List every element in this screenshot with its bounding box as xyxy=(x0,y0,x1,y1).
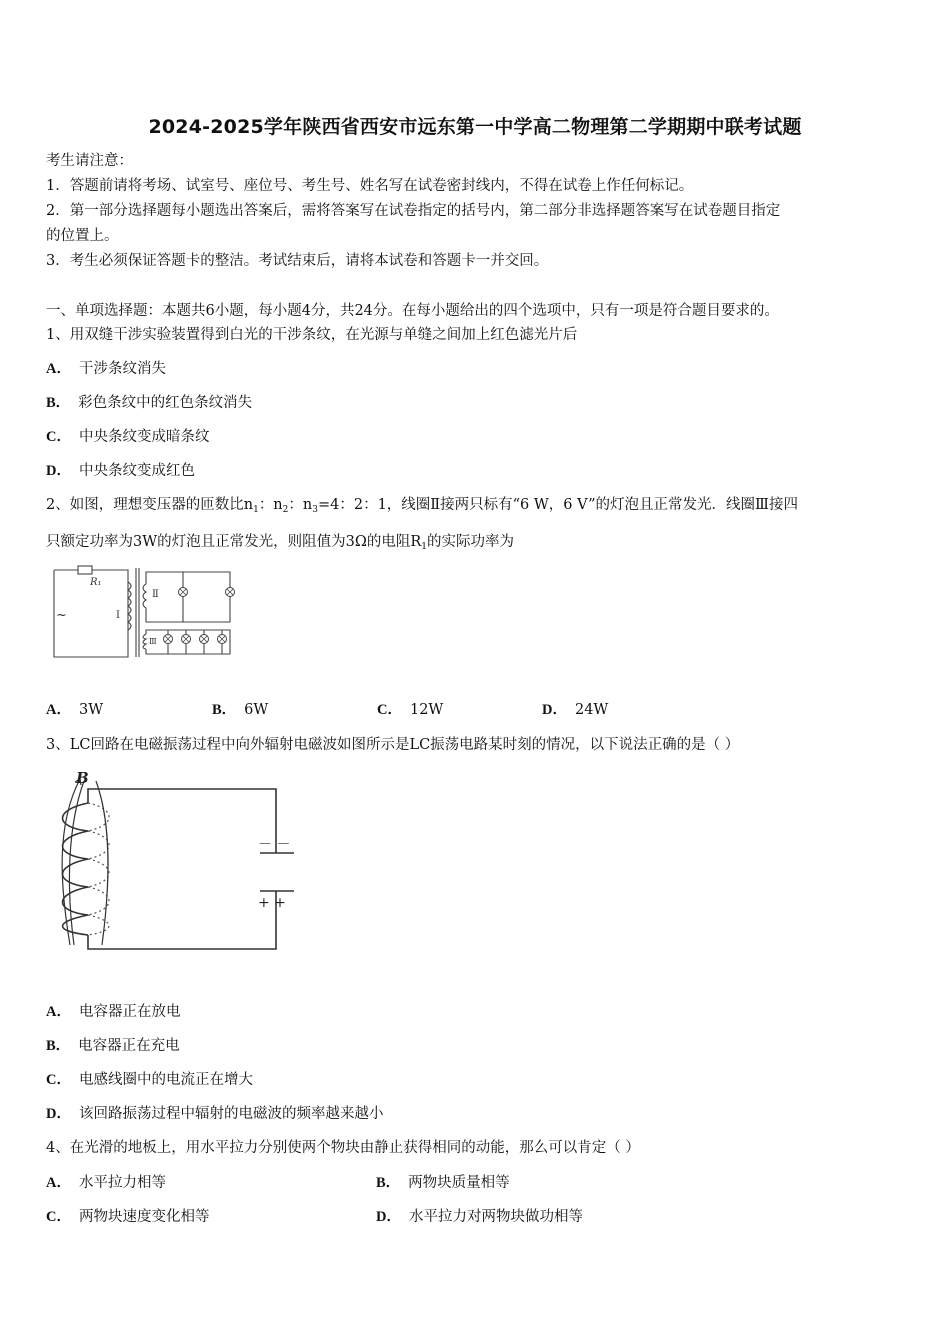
coil2-label: Ⅱ xyxy=(152,589,159,600)
q1-option-a[interactable]: A． 干涉条纹消失 xyxy=(46,361,166,377)
notice-item-3: 3．考生必须保证答题卡的整洁。考试结束后，请将本试卷和答题卡一并交回。 xyxy=(46,253,549,269)
lc-circuit-figure xyxy=(46,765,306,955)
q1-option-d[interactable]: D． 中央条纹变成红色 xyxy=(46,463,195,479)
r1-label: R₁ xyxy=(90,577,102,588)
notice-item-2-cont: 的位置上。 xyxy=(46,228,119,244)
q4-option-b[interactable]: B． 两物块质量相等 xyxy=(376,1175,510,1191)
transformer-circuit-figure xyxy=(48,562,238,662)
q4-option-a[interactable]: A． 水平拉力相等 xyxy=(46,1175,166,1191)
q3-option-c[interactable]: C． 电感线圈中的电流正在增大 xyxy=(46,1072,253,1088)
q2-stem-line2: 只额定功率为3W的灯泡且正常发光，则阻值为3Ω的电阻$R_1$的实际功率为 xyxy=(46,534,515,552)
bottom-plate-charge-label: + + xyxy=(258,895,286,911)
q4-option-d[interactable]: D． 水平拉力对两物块做功相等 xyxy=(376,1209,583,1225)
q1-option-b[interactable]: B． 彩色条纹中的红色条纹消失 xyxy=(46,395,253,411)
ac-source-label: ~ xyxy=(56,608,67,623)
notice-item-2: 2．第一部分选择题每小题选出答案后，需将答案写在试卷指定的括号内，第二部分非选择题答案写在试卷题目指定 xyxy=(46,203,781,219)
page-title: 2024-2025学年陕西省西安市远东第一中学高二物理第二学期期中联考试题 xyxy=(148,116,802,138)
q4-option-c[interactable]: C． 两物块速度变化相等 xyxy=(46,1209,210,1225)
q3-stem: 3、LC回路在电磁振荡过程中向外辐射电磁波如图所示是LC振荡电路某时刻的情况，以下说法正确的是（ ） xyxy=(46,737,740,753)
coil1-label: Ⅰ xyxy=(116,610,120,621)
notice-heading: 考生请注意： xyxy=(46,153,133,169)
q1-option-c[interactable]: C． 中央条纹变成暗条纹 xyxy=(46,429,210,445)
q1-stem: 1、用双缝干涉实验装置得到白光的干涉条纹，在光源与单缝之间加上红色滤光片后 xyxy=(46,327,578,343)
q3-option-a[interactable]: A． 电容器正在放电 xyxy=(46,1004,181,1020)
q4-stem: 4、在光滑的地板上，用水平拉力分别使两个物块由静止获得相同的动能，那么可以肯定（ ） xyxy=(46,1140,640,1156)
section-heading: 一、单项选择题：本题共6小题，每小题4分，共24分。在每小题给出的四个选项中，只有一项是符合题目要求的。 xyxy=(46,303,779,319)
notice-item-1: 1．答题前请将考场、试室号、座位号、考生号、姓名写在试卷密封线内，不得在试卷上作任何标记。 xyxy=(46,178,694,194)
q3-option-d[interactable]: D． 该回路振荡过程中辐射的电磁波的频率越来越小 xyxy=(46,1106,384,1122)
q2-option-a[interactable]: A． 3W xyxy=(46,702,104,718)
coil3-label: Ⅲ xyxy=(149,637,157,646)
q3-option-b[interactable]: B． 电容器正在充电 xyxy=(46,1038,180,1054)
top-plate-charge-label: － － xyxy=(258,837,291,853)
q2-option-c[interactable]: C． 12W xyxy=(377,702,444,718)
b-field-label: B xyxy=(76,769,89,787)
q2-option-b[interactable]: B． 6W xyxy=(212,702,269,718)
q2-option-d[interactable]: D． 24W xyxy=(542,702,609,718)
q2-stem-line1: 2、如图，理想变压器的匝数比$n_1$：$n_2$：$n_3=4$：2：1，线圈Ⅱ接两只标有“6 W，6 V”的灯泡且正常发光．线圈Ⅲ接四 xyxy=(46,497,799,515)
